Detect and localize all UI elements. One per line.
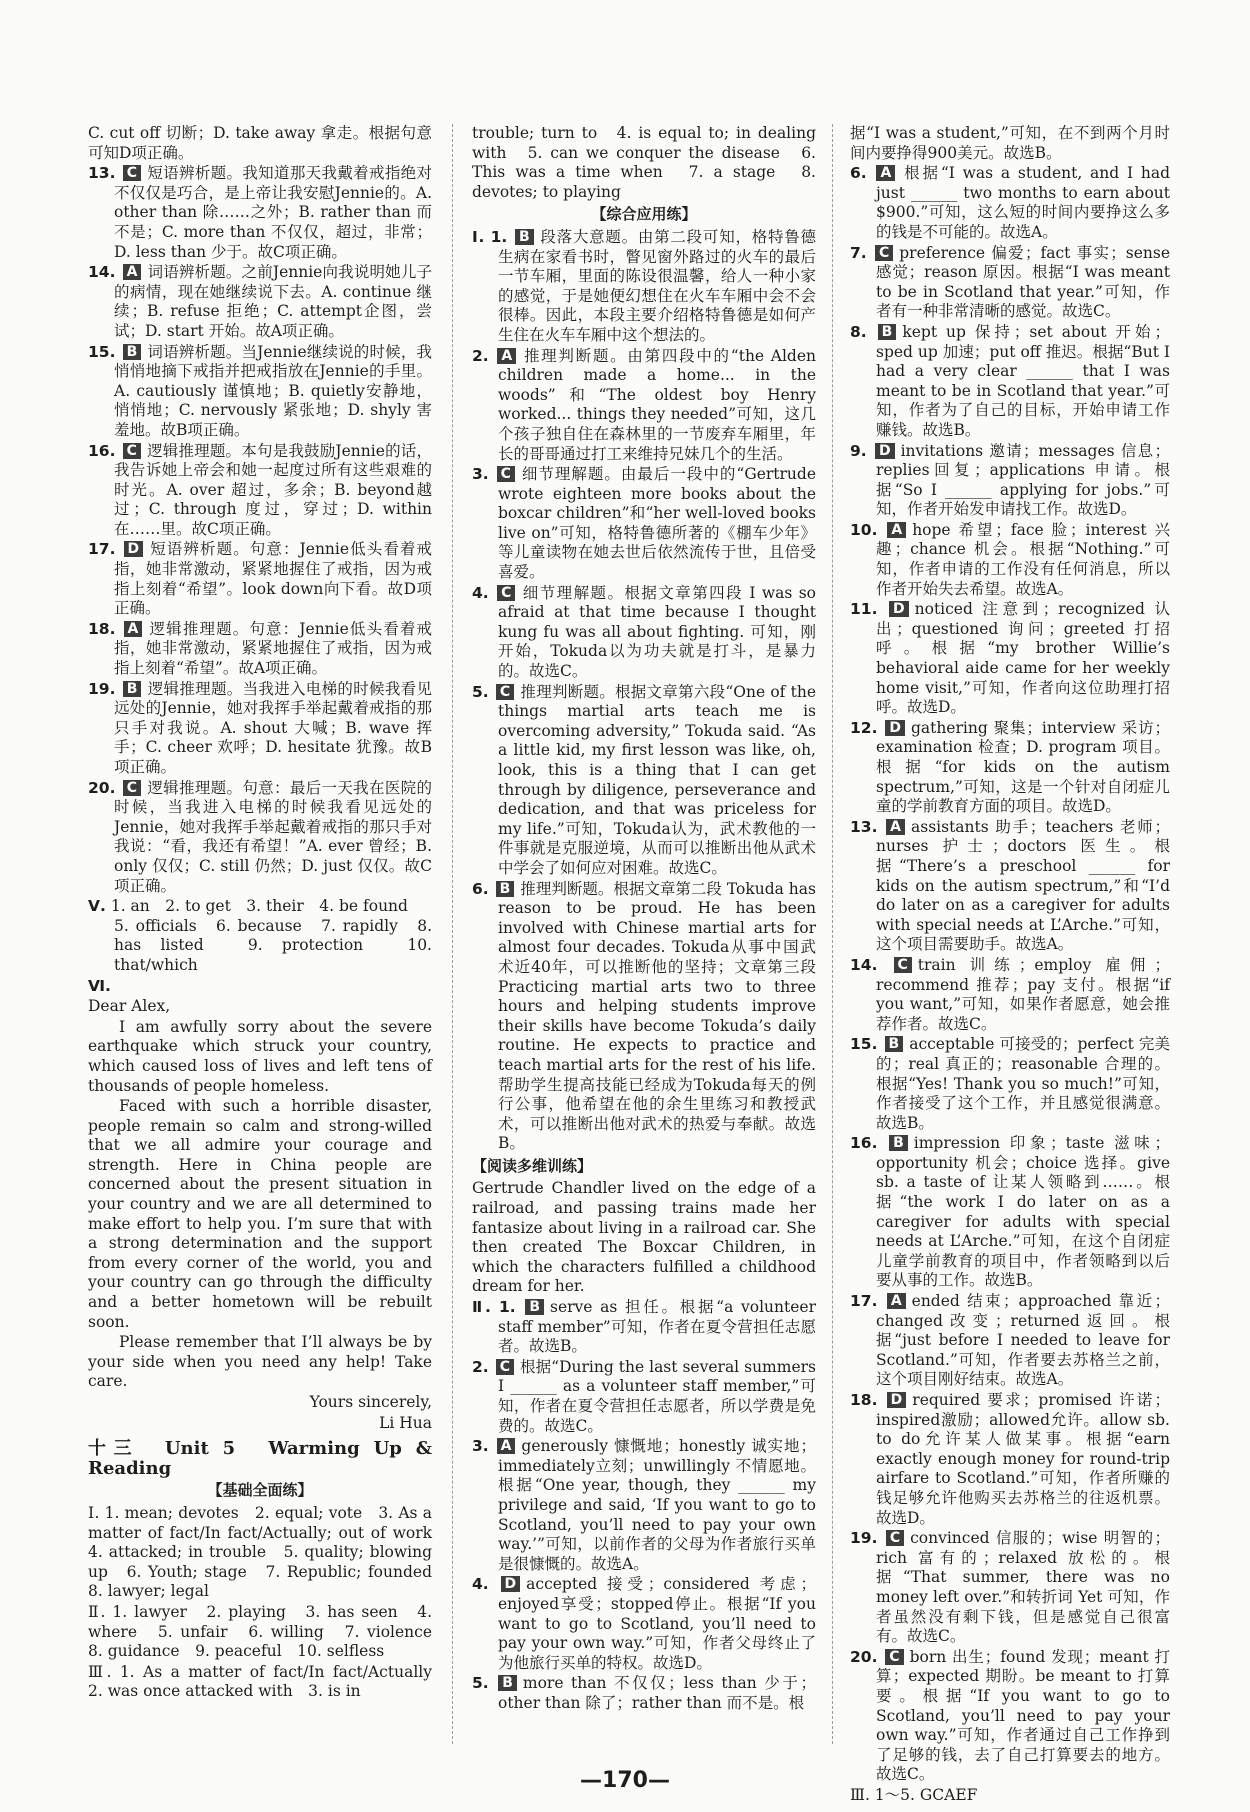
- explanation-text: born 出生；found 发现；meant 打算；expected 期盼。be meant to 打算要。根据“If you want to go to Scotland, you’ll need to pay your own way.”可知，作者通过自己工作挣到了足够的钱，去了自己打算要去的地方。故选C。: [876, 1647, 1170, 1784]
- answer-entry: [88, 779, 432, 897]
- letter-signature: Li Hua: [379, 1413, 432, 1432]
- answer-entry: [850, 244, 1170, 322]
- explanation-text: generously 慷慨地；honestly 诚实地；immediately立刻；unwillingly 不情愿地。根据“One year, though, they ______ my privilege and said, ‘If you want to go to Scotland, you’ll need to pay your own way.’”可知，以前作者的父母为作者旅行买单是很慷慨的。故选A。: [498, 1437, 816, 1573]
- answer-entry: [850, 323, 1170, 441]
- question-number: 15.: [88, 342, 116, 361]
- question-number: 13.: [88, 164, 116, 183]
- answer-letter-badge: A: [497, 1438, 516, 1454]
- explanation-text: 推理判断题。根据文章第六段“One of the things martial arts teach me is overcoming adversity,” Tokuda said. “As a little kid, my first lesson was like, oh, look, this is a thing that I can get through by diligence, perseverance and dedication, and that was priceless for my life.”可知，Tokuda认为，武术教他的一件事就是克服逆境，从而可以推断出他从武术中学会了如何应对困难。故选C。: [498, 682, 816, 877]
- answer-list-col2b: [472, 1298, 816, 1713]
- answer-entry: [850, 1529, 1170, 1647]
- answer-entry: [472, 347, 816, 465]
- answer-entry: [88, 442, 432, 540]
- letter-paragraph: Please remember that I’ll always be by your side when you need any help! Take care.: [88, 1333, 432, 1391]
- explanation-text: acceptable 可接受的；perfect 完美的；real 真正的；reasonable 合理的。根据“Yes! Thank you so much!”可知，作者接受了这个工作，并且感觉很满意。故选B。: [876, 1035, 1170, 1132]
- answer-entry: [850, 1391, 1170, 1528]
- answer-letter-badge: A: [887, 1293, 906, 1309]
- explanation-text: 词语辨析题。之前Jennie向我说明她儿子的病情，现在她继续说下去。A. continue 继续；B. refuse 拒绝；C. attempt企图，尝试；D. start 开始。故A项正确。: [114, 263, 432, 340]
- column-divider: [832, 124, 833, 1744]
- section-heading: 【基础全面练】: [207, 1481, 313, 1500]
- explanation-text: 逻辑推理题。句意：Jennie低头看着戒指，她非常激动，紧紧地握住了戒指，因为戒指上刻着“希望”。故A项正确。: [114, 619, 432, 678]
- section-label: Ⅵ.: [88, 976, 111, 995]
- answer-entry: [472, 1437, 816, 1574]
- answer-letter-badge: C: [497, 466, 515, 482]
- answer-letter-badge: A: [124, 621, 143, 637]
- explanation-text: more than 不仅仅；less than 少于；other than 除了；rather than 而不是。根: [498, 1674, 816, 1712]
- answer-letter-badge: D: [885, 720, 905, 736]
- answer-letter-badge: B: [878, 324, 897, 340]
- explanation-text: noticed 注意到；recognized 认出；questioned 询问；greeted 打招呼。根据“my brother Willie’s behavioral aide came for her weekly home visit,”可知，作者向这位助理打招呼。故选D。: [876, 600, 1170, 717]
- answer-letter-badge: A: [497, 348, 516, 364]
- answer-letter-badge: C: [894, 957, 912, 973]
- answer-letter-badge: C: [123, 165, 141, 181]
- answer-letter-badge: C: [886, 1530, 904, 1546]
- answer-entry: [472, 1674, 816, 1713]
- explanation-text: 根据“During the last several summers I ______ as a volunteer staff member,”可知，作者在夏令营担任志愿者，所以学费是免费的。故选C。: [498, 1357, 816, 1435]
- explanation-text: 根据“I was a student, and I had just ______ two months to earn about $900.”可知，这么短的时间内要挣这么多的钱是不可能的。故选A。: [876, 164, 1170, 241]
- question-number: 6.: [472, 879, 489, 898]
- explanation-text: 推理判断题。由第四段中的“the Alden children made a home... in the woods”和“The oldest boy Henry worked... things they needed”可知，这几个孩子独自住在森林里的一节废弃车厢里，年长的哥哥通过打工来维持兄妹几个的生活。: [498, 346, 816, 463]
- answer-letter-badge: C: [123, 443, 141, 459]
- answer-letter-badge: B: [515, 229, 534, 245]
- section-5-line1: 1. an 2. to get 3. their 4. be found: [110, 897, 408, 916]
- answer-letter-badge: D: [875, 443, 895, 459]
- question-number: 13.: [850, 817, 878, 836]
- explanation-text: 短语辨析题。句意：Jennie低头看着戒指，她非常激动，紧紧地握住了戒指，因为戒指上刻着“希望”。look down向下看。故D项正确。: [114, 540, 432, 618]
- answer-entry: [472, 683, 816, 879]
- answer-letter-badge: A: [886, 819, 905, 835]
- answer-entry: [472, 1298, 816, 1357]
- answer-entry: [850, 818, 1170, 955]
- question-number: 14.: [850, 955, 878, 974]
- answer-entry: [850, 442, 1170, 520]
- answer-letter-badge: B: [123, 681, 142, 697]
- question-number: 4.: [472, 583, 489, 602]
- answer-list-col1: [88, 164, 432, 896]
- answer-letter-badge: C: [496, 1359, 514, 1375]
- explanation-text: convinced 信服的；wise 明智的；rich 富有的；relaxed 放松的。根据“That summer, there was no money left over.”和转折词 Yet 可知，作者虽然没有剩下钱，但是感觉自己很富有。故选C。: [876, 1529, 1170, 1646]
- answer-entry: [850, 1035, 1170, 1133]
- explanation-text: 细节理解题。由最后一段中的“Gertrude wrote eighteen more books about the boxcar children”和“her well-loved books live on”可知，格特鲁德所著的《棚车少年》等儿童读物在她去世后依然流传于世，且倍受喜爱。: [498, 465, 816, 582]
- question-number: 17.: [850, 1292, 878, 1311]
- question-number: 3.: [472, 465, 489, 484]
- answer-letter-badge: C: [496, 684, 514, 700]
- answer-letter-badge: D: [889, 601, 909, 617]
- answer-entry: [472, 1358, 816, 1436]
- question-number: 11.: [850, 600, 878, 619]
- question-number: 20.: [850, 1647, 878, 1666]
- section-5: [88, 897, 432, 975]
- reading-summary: Gertrude Chandler lived on the edge of a railroad, and passing trains made her fantasize about living in a railroad car. She then created The Boxcar Children, in which the characters fulfilled a childhood dream for her.: [472, 1179, 816, 1296]
- letter-salutation: Dear Alex,: [88, 997, 171, 1016]
- explanation-text: impression 印象；taste 滋味；opportunity 机会；choice 选择。give sb. a taste of 让某人领略到……。根据“the work I do later on as a caregiver for adults with special needs at L’Arche.”可知，在这个自闭症儿童学前教育的项目中，作者领略到以后要从事的工作。故选B。: [876, 1134, 1170, 1290]
- answer-letter-badge: B: [496, 881, 515, 897]
- answer-entry: [850, 164, 1170, 242]
- answer-entry: [472, 228, 816, 346]
- answer-entry: [472, 584, 816, 682]
- question-number: 7.: [850, 243, 867, 262]
- answer-list-col3: [850, 164, 1170, 1785]
- basic-section-2: Ⅱ. 1. lawyer 2. playing 3. has seen 4. where 5. unfair 6. willing 7. violence 8. guidance 9. peaceful 10. selfless: [88, 1602, 448, 1661]
- answer-entry: [88, 620, 432, 679]
- column-divider: [452, 124, 453, 1744]
- question-number: 18.: [88, 619, 116, 638]
- question-number: 9.: [850, 441, 867, 460]
- question-number: 16.: [850, 1134, 878, 1153]
- explanation-text: 段落大意题。由第二段可知，格特鲁德生病在家看书时，瞥见窗外路过的火车的最后一节车厢，里面的陈设很温馨，给人一种小家的感觉，于是她便幻想住在火车车厢中会不会很棒。因此，本段主要介绍格特鲁德是如何产生住在火车车厢中这个想法的。: [498, 227, 816, 344]
- explanation-text: 词语辨析题。当Jennie继续说的时候，我悄悄地摘下戒指并把戒指放在Jennie的手里。A. cautiously 谨慎地；B. quietly安静地，悄悄地；C. nervously 紧张地；D. shyly 害羞地。故B项正确。: [114, 342, 432, 439]
- answer-entry: [88, 343, 432, 441]
- answer-entry: [88, 680, 432, 778]
- question-number: 8.: [850, 322, 867, 341]
- explanation-text: required 要求；promised 许诺；inspired激励；allowed允许。allow sb. to do允许某人做某事。根据“earn exactly enough money for round-trip airfare to Scotland.”可知，作者所赚的钱足够允许他购买去苏格兰的往返机票。故选D。: [876, 1391, 1170, 1527]
- explanation-text: serve as 担任。根据“a volunteer staff member”可知，作者在夏令营担任志愿者。故选B。: [498, 1298, 817, 1356]
- question-number: 15.: [850, 1035, 878, 1054]
- question-number: 19.: [88, 679, 116, 698]
- question-number: 10.: [850, 520, 878, 539]
- question-number: 19.: [850, 1529, 878, 1548]
- explanation-text: train 训练；employ 雇佣；recommend 推荐；pay 支付。根据“if you want,”可知，如果作者愿意，她会推荐作者。故选C。: [876, 955, 1170, 1033]
- answer-entry: [472, 880, 816, 1154]
- explanation-text: ended 结束；approached 靠近；changed改变；returned返回。根据“just before I needed to leave for Scotland.”可知，作者要去苏格兰之前，这个项目刚好结束。故选A。: [876, 1292, 1170, 1389]
- answer-letter-badge: B: [889, 1135, 908, 1151]
- question-number: Ⅰ. 1.: [472, 227, 508, 246]
- answer-letter-badge: C: [123, 780, 141, 796]
- question-number: 4.: [472, 1575, 489, 1594]
- answer-entry: [472, 1575, 816, 1673]
- answer-letter-badge: D: [124, 541, 144, 557]
- answer-letter-badge: D: [501, 1576, 521, 1592]
- question-number: 18.: [850, 1391, 878, 1409]
- answer-entry: [850, 1648, 1170, 1785]
- explanation-text: kept up 保持；set about 开始；sped up 加速；put off 推迟。根据“But I had a very clear ______ that I was meant to be in Scotland that year.”可知，作者为了自己的目标，开始申请工作赚钱。故选B。: [876, 322, 1170, 439]
- question-number: 12.: [850, 718, 878, 737]
- answer-letter-badge: D: [887, 1392, 907, 1408]
- explanation-text: assistants 助手；teachers 老师；nurses 护士；doctors 医生。根据“There’s a preschool ______ for kids on the autism spectrum,”和“I’d do later on as a caregiver for adults with special needs at L’Arche.”可知，这个项目需要助手。故选A。: [876, 817, 1170, 954]
- explanation-text: hope 希望；face 脸；interest 兴趣；chance 机会。根据“Nothing.”可知，作者申请的工作没有任何消息，所以作者开始失去希望。故选A。: [876, 520, 1170, 598]
- answer-entry: [850, 1292, 1170, 1390]
- explanation-text: preference 偏爱；fact 事实；sense 感觉；reason 原因。根据“I was meant to be in Scotland that year.”可知，作者有一种非常清晰的感觉。故选C。: [876, 243, 1171, 321]
- answer-entry: [850, 719, 1170, 817]
- answer-letter-badge: B: [123, 344, 142, 360]
- answer-entry: [850, 521, 1170, 599]
- question-number: 2.: [472, 346, 489, 365]
- section-heading: 【综合应用练】: [591, 205, 697, 224]
- explanation-text: 逻辑推理题。句意：最后一天我在医院的时候，当我进入电梯的时候我看见远处的Jennie，她对我挥手举起戴着戒指的那只手对我说：“看，我还有希望！”A. ever 曾经；B. only 仅仅；C. still 仍然；D. just 仅仅。故C项正确。: [114, 778, 432, 895]
- question-number: 14.: [88, 263, 116, 282]
- explanation-text: 逻辑推理题。本句是我鼓励Jennie的话，我告诉她上帝会和她一起度过所有这些艰难的时光。A. over 超过，多余；B. beyond越过；C. through 度过，穿过；D. within在……里。故C项正确。: [114, 441, 432, 538]
- answer-letter-badge: B: [525, 1299, 544, 1315]
- letter-closing: Yours sincerely,: [309, 1393, 432, 1411]
- answer-letter-badge: B: [498, 1675, 517, 1691]
- page-number: —170—: [580, 1768, 670, 1793]
- answer-entry: [850, 1134, 1170, 1291]
- answer-letter-badge: C: [885, 1649, 903, 1665]
- answer-entry: [850, 956, 1170, 1034]
- explanation-text: 推理判断题。根据文章第二段 Tokuda has reason to be proud. He has been involved with Chinese martial arts for almost four decades. Tokuda从事中国武术近40年，可以推断他的坚持；文章第三段 Practicing martial arts two to three hours and helping students improve their skills have become Tokuda’s daily routine. He expects to practice and teach martial arts for the rest of his life. 帮助学生提高技能已经成为Tokuda每天的例行公事，他希望在他的余生里练习和教授武术，可以推断出他对武术的热爱与奉献。故选B。: [498, 879, 816, 1153]
- question-number: Ⅱ. 1.: [472, 1298, 516, 1317]
- answer-letter-badge: C: [875, 245, 893, 261]
- basic-section-1: Ⅰ. 1. mean; devotes 2. equal; vote 3. As a matter of fact/In fact/Actually; out of work 4. attacked; in trouble 5. quality; blowing up 6. Youth; stage 7. Republic; founded 8. lawyer; legal: [88, 1503, 448, 1601]
- explanation-text: 短语辨析题。我知道那天我戴着戒指绝对不仅仅是巧合，是上帝让我安慰Jennie的。A. other than 除……之外；B. rather than 而不是；C. more than 不仅仅，超过，非常；D. less than 少于。故C项正确。: [114, 164, 432, 261]
- answer-entry: [472, 465, 816, 583]
- question-number: 20.: [88, 778, 116, 797]
- explanation-text: gathering 聚集；interview 采访；examination 检查；D. program 项目。根据“for kids on the autism spectrum,”可知，这是一个针对自闭症儿童的学前教育方面的项目。故选D。: [876, 718, 1170, 816]
- explanation-text: 逻辑推理题。当我进入电梯的时候我看见远处的Jennie，她对我挥手举起戴着戒指的那只手对我说。A. shout 大喊；B. wave 挥手；C. cheer 欢呼；D. hesitate 犹豫。故B项正确。: [114, 679, 432, 776]
- column-left: [88, 124, 448, 1764]
- question-number: 5.: [472, 1674, 489, 1693]
- answer-letter-badge: B: [885, 1036, 904, 1052]
- answer-letter-badge: A: [887, 522, 906, 538]
- answer-entry: [88, 164, 432, 262]
- unit-title: 十三 Unit 5 Warming Up & Reading: [88, 1438, 432, 1479]
- section-label: Ⅴ.: [88, 897, 106, 916]
- column-right: [850, 124, 1171, 1804]
- answer-letter-badge: C: [497, 585, 515, 601]
- letter-paragraph: I am awfully sorry about the severe earthquake which struck your country, which caused loss of lives and left tens of thousands of people homeless.: [88, 1017, 432, 1095]
- answer-entry: [88, 540, 432, 618]
- letter-paragraph: Faced with such a horrible disaster, people remain so calm and strong-willed that we all admire your courage and strength. Here in China people are concerned about the present situation in your country and we are all determined to make effort to help you. I’m sure that with a strong determination and the support from every corner of the world, you and your country can go through the difficulty and a better hometown will be rebuilt soon.: [88, 1097, 432, 1331]
- question-number: 3.: [472, 1437, 489, 1456]
- answer-entry: [88, 263, 432, 341]
- question-number: 6.: [850, 164, 867, 183]
- question-number: 5.: [472, 682, 489, 701]
- section-5-line2: 5. officials 6. because 7. rapidly 8. has listed 9. protection 10. that/which: [114, 916, 432, 974]
- explanation-text: invitations 邀请；messages 信息；replies回复；applications 申请。根据“So I ______ applying for jobs.”可知，作者开始发申请找工作。故选D。: [876, 441, 1170, 519]
- column-middle: [472, 124, 816, 1764]
- answer-letter-badge: A: [876, 165, 895, 181]
- question-number: 17.: [88, 540, 116, 559]
- basic-section-3: Ⅲ. 1. As a matter of fact/In fact/Actually 2. was once attacked with 3. is in: [88, 1662, 448, 1701]
- answer-list-col2a: [472, 228, 816, 1154]
- continued-text: trouble; turn to 4. is equal to; in dealing with 5. can we conquer the disease 6. This was a time when 7. a stage 8. devotes; to playing: [472, 124, 816, 201]
- section-heading: 【阅读多维训练】: [472, 1156, 593, 1175]
- answer-entry: [850, 600, 1170, 718]
- explanation-text: accepted 接受；considered 考虑；enjoyed享受；stopped停止。根据“If you want to go to Scotland, you’ll need to pay your own way.”可知，作者父母终止了为他旅行买单的特权。故选D。: [498, 1575, 816, 1672]
- continued-text: 据“I was a student,”可知，在不到两个月时间内要挣得900美元。故选B。: [850, 124, 1170, 162]
- explanation-text: 细节理解题。根据文章第四段 I was so afraid at that time because I thought kung fu was all about fighting. 可知，刚开始，Tokuda以为功夫就是打斗，是暴力的。故选C。: [498, 583, 816, 681]
- section-3-answers: Ⅲ. 1～5. GCAEF: [850, 1785, 978, 1804]
- answer-letter-badge: A: [123, 264, 142, 280]
- lead-text: C. cut off 切断；D. take away 拿走。根据句意可知D项正确。: [88, 124, 432, 162]
- question-number: 2.: [472, 1357, 489, 1376]
- question-number: 16.: [88, 441, 116, 460]
